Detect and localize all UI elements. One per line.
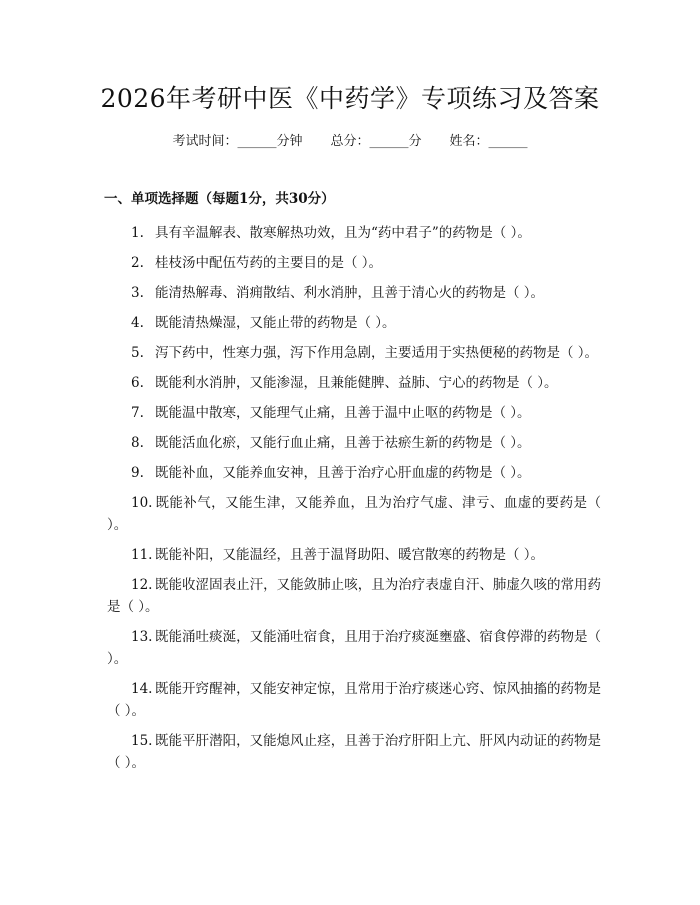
question-text: 既能开窍醒神，又能安神定惊，且常用于治疗痰迷心窍、惊风抽搐的药物是（ ）。 (107, 681, 601, 719)
question-number: 10. (131, 495, 153, 511)
question-text: 既能补阳，又能温经，且善于温肾助阳、暖宫散寒的药物是（ ）。 (155, 547, 545, 563)
question-text: 既能收涩固表止汗，又能敛肺止咳，且为治疗表虚自汗、肺虚久咳的常用药是（ ）。 (107, 577, 601, 615)
document-title: 2026年考研中医《中药学》专项练习及答案 (100, 84, 600, 113)
question-item (107, 432, 601, 454)
question-number: 12. (131, 577, 153, 593)
question-item (107, 372, 601, 394)
question-number: 9. (131, 465, 144, 481)
question-list (107, 222, 601, 774)
question-item (107, 492, 601, 536)
question-number: 14. (131, 681, 153, 697)
question-text: 能清热解毒、消痈散结、利水消肿，且善于清心火的药物是（ ）。 (155, 285, 545, 301)
question-text: 既能补血，又能养血安神，且善于治疗心肝血虚的药物是（ ）。 (155, 465, 531, 481)
question-number: 6. (131, 375, 144, 391)
exam-meta (0, 133, 700, 151)
question-number: 2. (131, 255, 144, 271)
section-title: 一、单项选择题（每题1分，共30分） (104, 191, 335, 207)
question-item (107, 342, 601, 364)
question-text: 具有辛温解表、散寒解热功效，且为“药中君子”的药物是（ ）。 (155, 225, 531, 241)
question-number: 4. (131, 315, 144, 331)
name-field: 姓名：______ (449, 134, 528, 149)
question-text: 既能涌吐痰涎，又能涌吐宿食，且用于治疗痰涎壅盛、宿食停滞的药物是（ ）。 (107, 629, 601, 667)
exam-time-field: 考试时间：______分钟 (172, 134, 303, 149)
question-text: 既能清热燥湿，又能止带的药物是（ ）。 (155, 315, 396, 331)
question-text: 泻下药中，性寒力强，泻下作用急剧，主要适用于实热便秘的药物是（ ）。 (155, 345, 599, 361)
question-text: 既能平肝潜阳，又能熄风止痉，且善于治疗肝阳上亢、肝风内动证的药物是（ ）。 (107, 733, 601, 771)
question-text: 既能补气，又能生津，又能养血，且为治疗气虚、津亏、血虚的要药是（ ）。 (107, 495, 601, 533)
question-number: 3. (131, 285, 144, 301)
question-number: 1. (131, 225, 144, 241)
question-item (107, 462, 601, 484)
question-item (107, 544, 601, 566)
question-number: 7. (131, 405, 144, 421)
question-item (107, 730, 601, 774)
question-number: 13. (131, 629, 153, 645)
question-item (107, 402, 601, 424)
question-item (107, 626, 601, 670)
question-number: 15. (131, 733, 153, 749)
question-item (107, 312, 601, 334)
question-item (107, 222, 601, 244)
question-item (107, 678, 601, 722)
question-item (107, 252, 601, 274)
question-text: 桂枝汤中配伍芍药的主要目的是（ ）。 (155, 255, 383, 271)
question-text: 既能活血化瘀，又能行血止痛，且善于祛瘀生新的药物是（ ）。 (155, 435, 531, 451)
question-item (107, 574, 601, 618)
question-number: 8. (131, 435, 144, 451)
total-score-field: 总分：______分 (330, 134, 422, 149)
question-text: 既能温中散寒，又能理气止痛，且善于温中止呕的药物是（ ）。 (155, 405, 531, 421)
question-number: 5. (131, 345, 144, 361)
question-number: 11. (131, 547, 153, 563)
question-text: 既能利水消肿，又能渗湿，且兼能健脾、益肺、宁心的药物是（ ）。 (155, 375, 558, 391)
question-item (107, 282, 601, 304)
